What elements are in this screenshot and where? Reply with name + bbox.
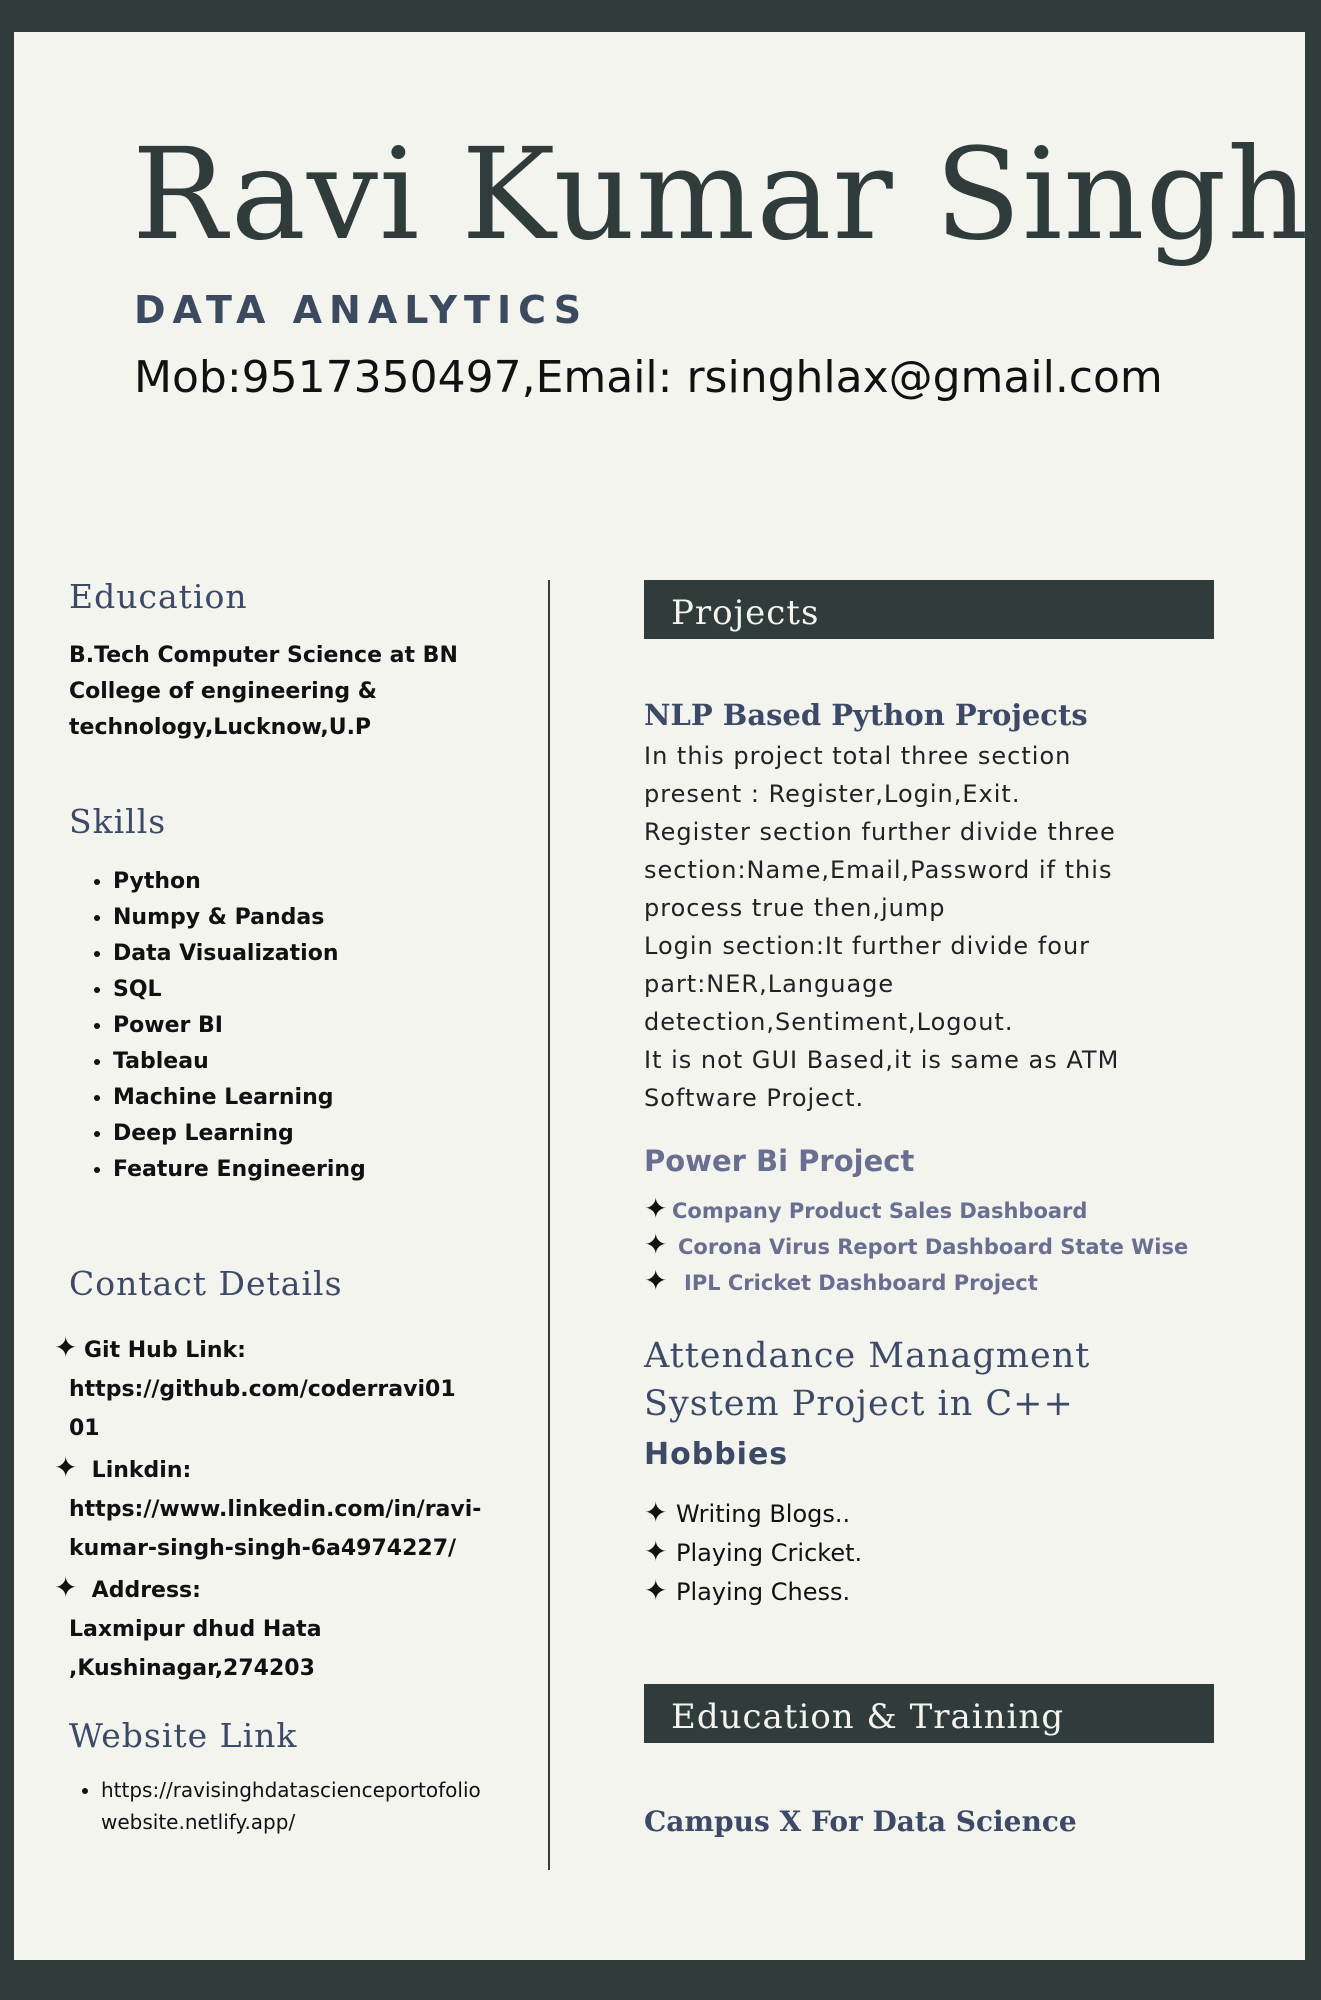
skill-item: • Numpy & Pandas [113, 900, 509, 936]
nlp-line: detection,Sentiment,Logout. [644, 1008, 1014, 1036]
training-title: Education & Training [671, 1697, 1065, 1737]
star-bullet-icon: ✦ [644, 1574, 668, 1607]
hobby-item: ✦ Playing Chess. [644, 1574, 851, 1607]
powerbi-project-list [644, 1192, 1244, 1300]
attendance-title-line: Attendance Managment [644, 1336, 1091, 1376]
star-bullet-icon: ✦ [644, 1535, 668, 1568]
github-link[interactable] [54, 1370, 524, 1448]
address-label: Address: [91, 1578, 201, 1603]
skill-item: • Python [113, 864, 509, 900]
website-list [69, 1774, 509, 1838]
skills-list-container [69, 864, 509, 1188]
nlp-line: present : Register,Login,Exit. [644, 780, 1021, 808]
linkedin-label: Linkdin: [91, 1458, 192, 1483]
website-link[interactable] [101, 1774, 509, 1838]
nlp-project-title: NLP Based Python Projects [644, 698, 1088, 732]
skill-item: • Power BI [113, 1008, 509, 1044]
training-header-bar [644, 1684, 1214, 1743]
star-bullet-icon: ✦ [54, 1331, 78, 1364]
nlp-line: It is not GUI Based,it is same as ATM [644, 1046, 1120, 1074]
nlp-line: Login section:It further divide four [644, 932, 1091, 960]
nlp-line: In this project total three section [644, 742, 1072, 770]
linkedin-url-line: kumar-singh-singh-6a4974227/ [69, 1536, 457, 1561]
github-label: Git Hub Link: [84, 1338, 246, 1363]
address-value [54, 1610, 524, 1688]
website-list-container [69, 1774, 509, 1838]
star-bullet-icon: ✦ [54, 1571, 78, 1604]
github-row [54, 1328, 524, 1370]
skill-item: • Deep Learning [113, 1116, 509, 1152]
address-line: Laxmipur dhud Hata [69, 1617, 322, 1642]
attendance-title-line: System Project in C++ [644, 1384, 1074, 1424]
powerbi-project-title: Power Bi Project [644, 1144, 915, 1178]
education-line: College of engineering & [69, 679, 377, 704]
attendance-project-title [644, 1332, 1244, 1428]
nlp-line: Register section further divide three [644, 818, 1116, 846]
github-url-line: 01 [69, 1416, 100, 1441]
skill-item: • SQL [113, 972, 509, 1008]
star-bullet-icon: ✦ [644, 1228, 668, 1261]
contact-details [54, 1328, 524, 1688]
powerbi-item: ✦ Company Product Sales Dashboard [644, 1192, 1088, 1225]
star-bullet-icon: ✦ [644, 1264, 668, 1297]
hobbies-list [644, 1494, 862, 1611]
linkedin-url-line: https://www.linkedin.com/in/ravi- [69, 1497, 482, 1522]
projects-title: Projects [671, 593, 820, 633]
linkedin-row [54, 1448, 524, 1490]
hobby-item: ✦ Playing Cricket. [644, 1535, 863, 1568]
training-item: Campus X For Data Science [644, 1805, 1077, 1838]
education-details [69, 638, 458, 746]
education-line: B.Tech Computer Science at BN [69, 643, 458, 668]
contact-line: Mob:9517350497,Email: rsinghlax@gmail.com [134, 352, 1163, 403]
nlp-line: part:NER,Language [644, 970, 895, 998]
powerbi-item: ✦ IPL Cricket Dashboard Project [644, 1264, 1038, 1297]
resume-page [14, 32, 1310, 1960]
skill-item: • Tableau [113, 1044, 509, 1080]
skill-item: • Feature Engineering [113, 1152, 509, 1188]
skill-item: • Machine Learning [113, 1080, 509, 1116]
star-bullet-icon: ✦ [644, 1192, 668, 1225]
nlp-line: section:Name,Email,Password if this [644, 856, 1113, 884]
education-line: technology,Lucknow,U.P [69, 715, 372, 740]
linkedin-link[interactable] [54, 1490, 524, 1568]
column-divider [548, 580, 550, 1870]
projects-header-bar [644, 580, 1214, 639]
candidate-name: Ravi Kumar Singh [132, 121, 1310, 268]
skills-title: Skills [69, 802, 167, 841]
education-title: Education [69, 577, 248, 616]
nlp-line: process true then,jump [644, 894, 946, 922]
nlp-project-description [644, 737, 1234, 1117]
skill-item: • Data Visualization [113, 936, 509, 972]
website-title: Website Link [69, 1716, 298, 1755]
address-row [54, 1568, 524, 1610]
powerbi-item: ✦ Corona Virus Report Dashboard State Wise [644, 1228, 1189, 1261]
star-bullet-icon: ✦ [644, 1496, 668, 1529]
star-bullet-icon: ✦ [54, 1451, 78, 1484]
hobbies-title: Hobbies [644, 1437, 789, 1472]
nlp-line: Software Project. [644, 1084, 865, 1112]
hobby-item: ✦ Writing Blogs.. [644, 1496, 851, 1529]
website-url-line: • https://ravisinghdatascienceportofolio [101, 1778, 481, 1802]
skills-list [69, 864, 509, 1188]
address-line: ,Kushinagar,274203 [69, 1656, 315, 1681]
github-url-line: https://github.com/coderravi01 [69, 1377, 456, 1402]
website-url-line: website.netlify.app/ [101, 1810, 296, 1834]
job-role: DATA ANALYTICS [134, 288, 589, 332]
contact-title: Contact Details [69, 1264, 343, 1303]
